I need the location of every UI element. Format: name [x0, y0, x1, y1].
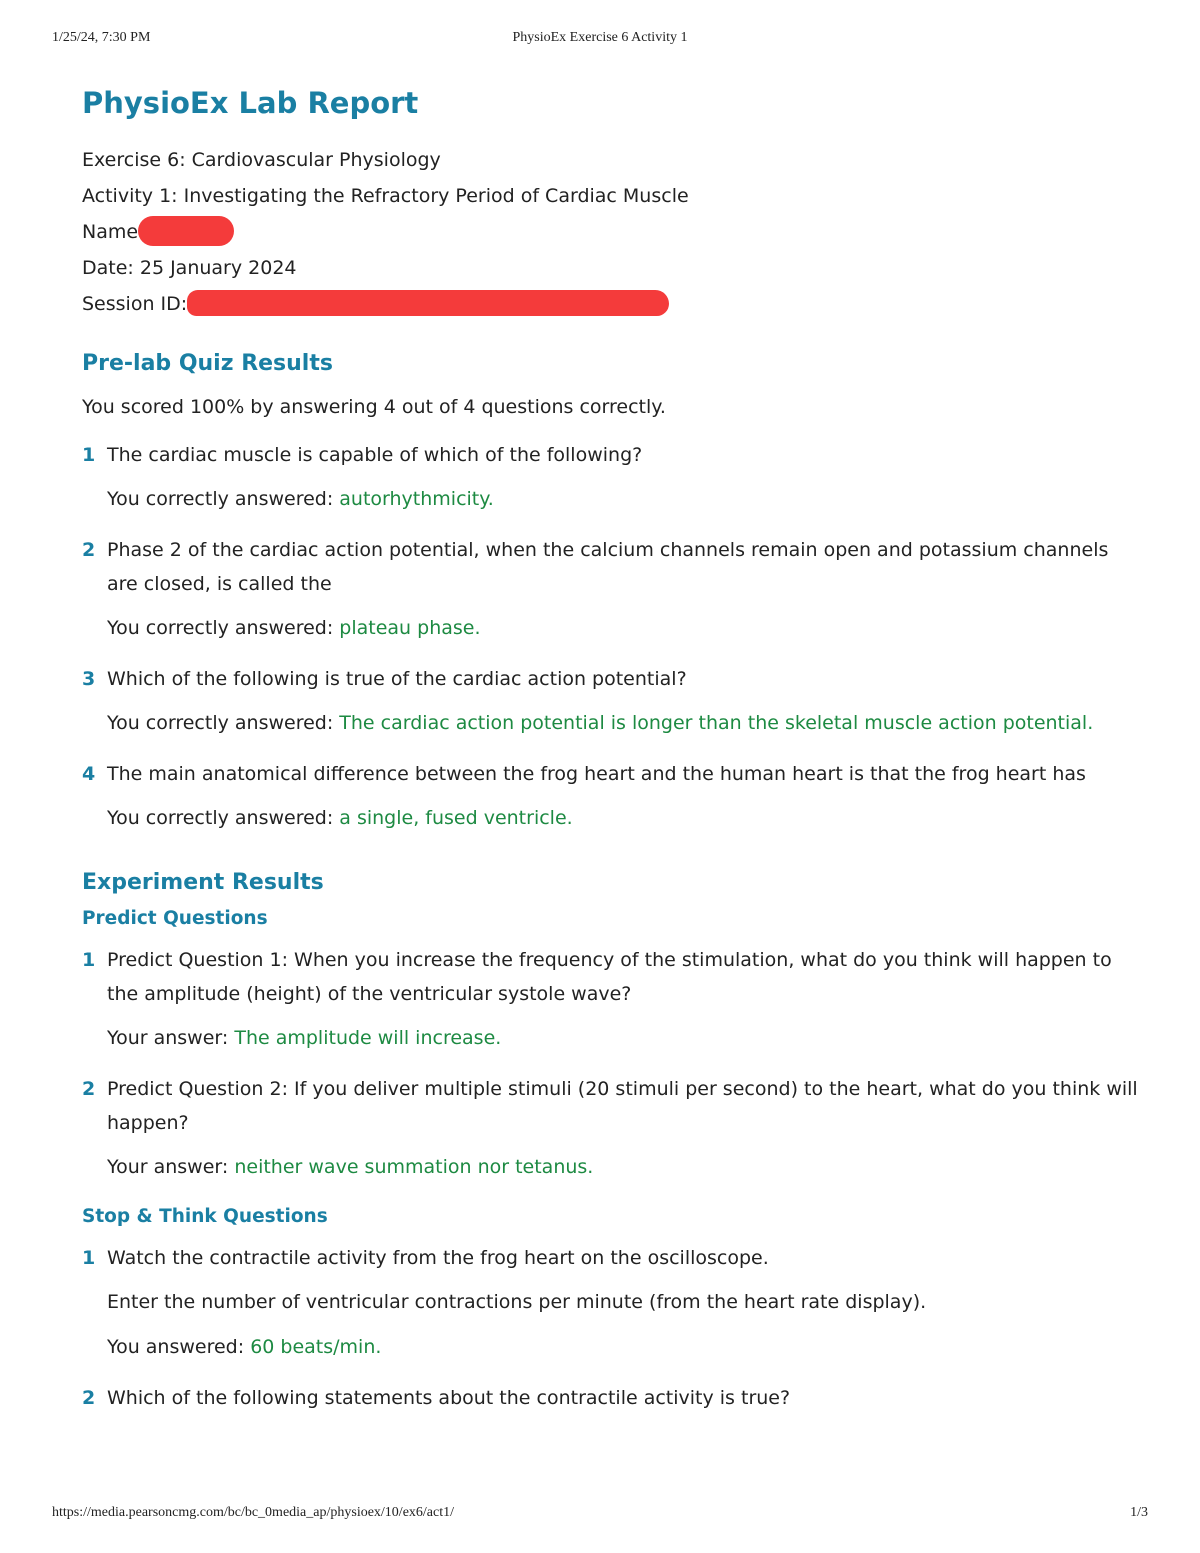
stop-think-subtext-1: Enter the number of ventricular contractions per minute (from the heart rate display). — [107, 1291, 927, 1313]
prelab-question-1 — [82, 438, 1142, 472]
print-page-title: PhysioEx Exercise 6 Activity 1 — [512, 30, 688, 45]
question-number: 2 — [82, 1387, 96, 1409]
prelab-answer-3 — [82, 709, 1142, 737]
question-text: Phase 2 of the cardiac action potential, when the calcium channels remain open and potassium channels are closed, is called the — [107, 539, 1109, 595]
answer-value: The cardiac action potential is longer than the skeletal muscle action potential. — [339, 712, 1094, 734]
answer-prefix: Your answer: — [107, 1156, 235, 1178]
question-number: 1 — [82, 949, 96, 971]
stop-think-question-2 — [82, 1381, 1142, 1415]
prelab-question-4 — [82, 757, 1142, 791]
prelab-question-3 — [82, 662, 1142, 696]
stop-think-answer-1 — [82, 1333, 1142, 1361]
predict-question-2 — [82, 1072, 1142, 1140]
prelab-answer-1 — [82, 485, 1142, 513]
predict-answer-2 — [82, 1153, 1142, 1181]
print-footer — [52, 1505, 1148, 1525]
answer-prefix: You correctly answered: — [107, 712, 340, 734]
question-text: The cardiac muscle is capable of which of the following? — [107, 444, 643, 466]
answer-prefix: You correctly answered: — [107, 488, 340, 510]
answer-prefix: Your answer: — [107, 1027, 235, 1049]
activity-line: Activity 1: Investigating the Refractory Period of Cardiac Muscle — [82, 185, 689, 207]
question-number: 3 — [82, 668, 96, 690]
print-header — [52, 30, 1148, 50]
name-label: Name — [82, 221, 139, 243]
predict-heading: Predict Questions — [82, 908, 268, 929]
prelab-question-2 — [82, 533, 1142, 601]
question-number: 4 — [82, 763, 96, 785]
stop-think-heading: Stop & Think Questions — [82, 1206, 328, 1227]
answer-value: The amplitude will increase. — [234, 1027, 502, 1049]
answer-prefix: You correctly answered: — [107, 807, 340, 829]
answer-prefix: You correctly answered: — [107, 617, 340, 639]
prelab-score: You scored 100% by answering 4 out of 4 questions correctly. — [82, 396, 666, 418]
name-redaction — [138, 216, 234, 246]
question-text: Predict Question 1: When you increase the frequency of the stimulation, what do you think will happen to the amplitude (height) of the ventricular systole wave? — [107, 949, 1112, 1005]
date-line: Date: 25 January 2024 — [82, 257, 297, 279]
exercise-line: Exercise 6: Cardiovascular Physiology — [82, 149, 441, 171]
print-datetime: 1/25/24, 7:30 PM — [52, 30, 151, 45]
report-content — [82, 80, 1142, 1415]
session-redaction — [187, 290, 669, 316]
predict-question-1 — [82, 943, 1142, 1011]
stop-think-question-1 — [82, 1241, 1142, 1275]
question-text: Which of the following is true of the cardiac action potential? — [107, 668, 687, 690]
question-number: 2 — [82, 539, 96, 561]
question-text: Which of the following statements about the contractile activity is true? — [107, 1387, 791, 1409]
question-number: 1 — [82, 1247, 96, 1269]
question-text: The main anatomical difference between the frog heart and the human heart is that the frog heart has — [107, 763, 1086, 785]
print-url: https://media.pearsoncmg.com/bc/bc_0media_ap/physioex/10/ex6/act1/ — [52, 1505, 455, 1520]
answer-prefix: You answered: — [107, 1336, 251, 1358]
name-line — [82, 214, 1142, 250]
question-number: 1 — [82, 444, 96, 466]
answer-value: autorhythmicity. — [339, 488, 494, 510]
question-text: Watch the contractile activity from the frog heart on the oscilloscope. — [107, 1247, 769, 1269]
question-text: Predict Question 2: If you deliver multiple stimuli (20 stimuli per second) to the heart, what do you think will happen? — [107, 1078, 1138, 1134]
prelab-answer-4 — [82, 804, 1142, 832]
experiment-heading: Experiment Results — [82, 870, 324, 895]
print-page-number: 1/3 — [1130, 1505, 1148, 1520]
answer-value: a single, fused ventricle. — [339, 807, 573, 829]
prelab-answer-2 — [82, 614, 1142, 642]
predict-answer-1 — [82, 1024, 1142, 1052]
report-meta — [82, 142, 1142, 322]
session-line — [82, 286, 1142, 322]
answer-value: neither wave summation nor tetanus. — [234, 1156, 594, 1178]
report-title: PhysioEx Lab Report — [82, 86, 419, 120]
answer-value: 60 beats/min. — [250, 1336, 382, 1358]
session-label: Session ID: — [82, 293, 188, 315]
prelab-heading: Pre-lab Quiz Results — [82, 351, 333, 376]
question-number: 2 — [82, 1078, 96, 1100]
answer-value: plateau phase. — [339, 617, 481, 639]
